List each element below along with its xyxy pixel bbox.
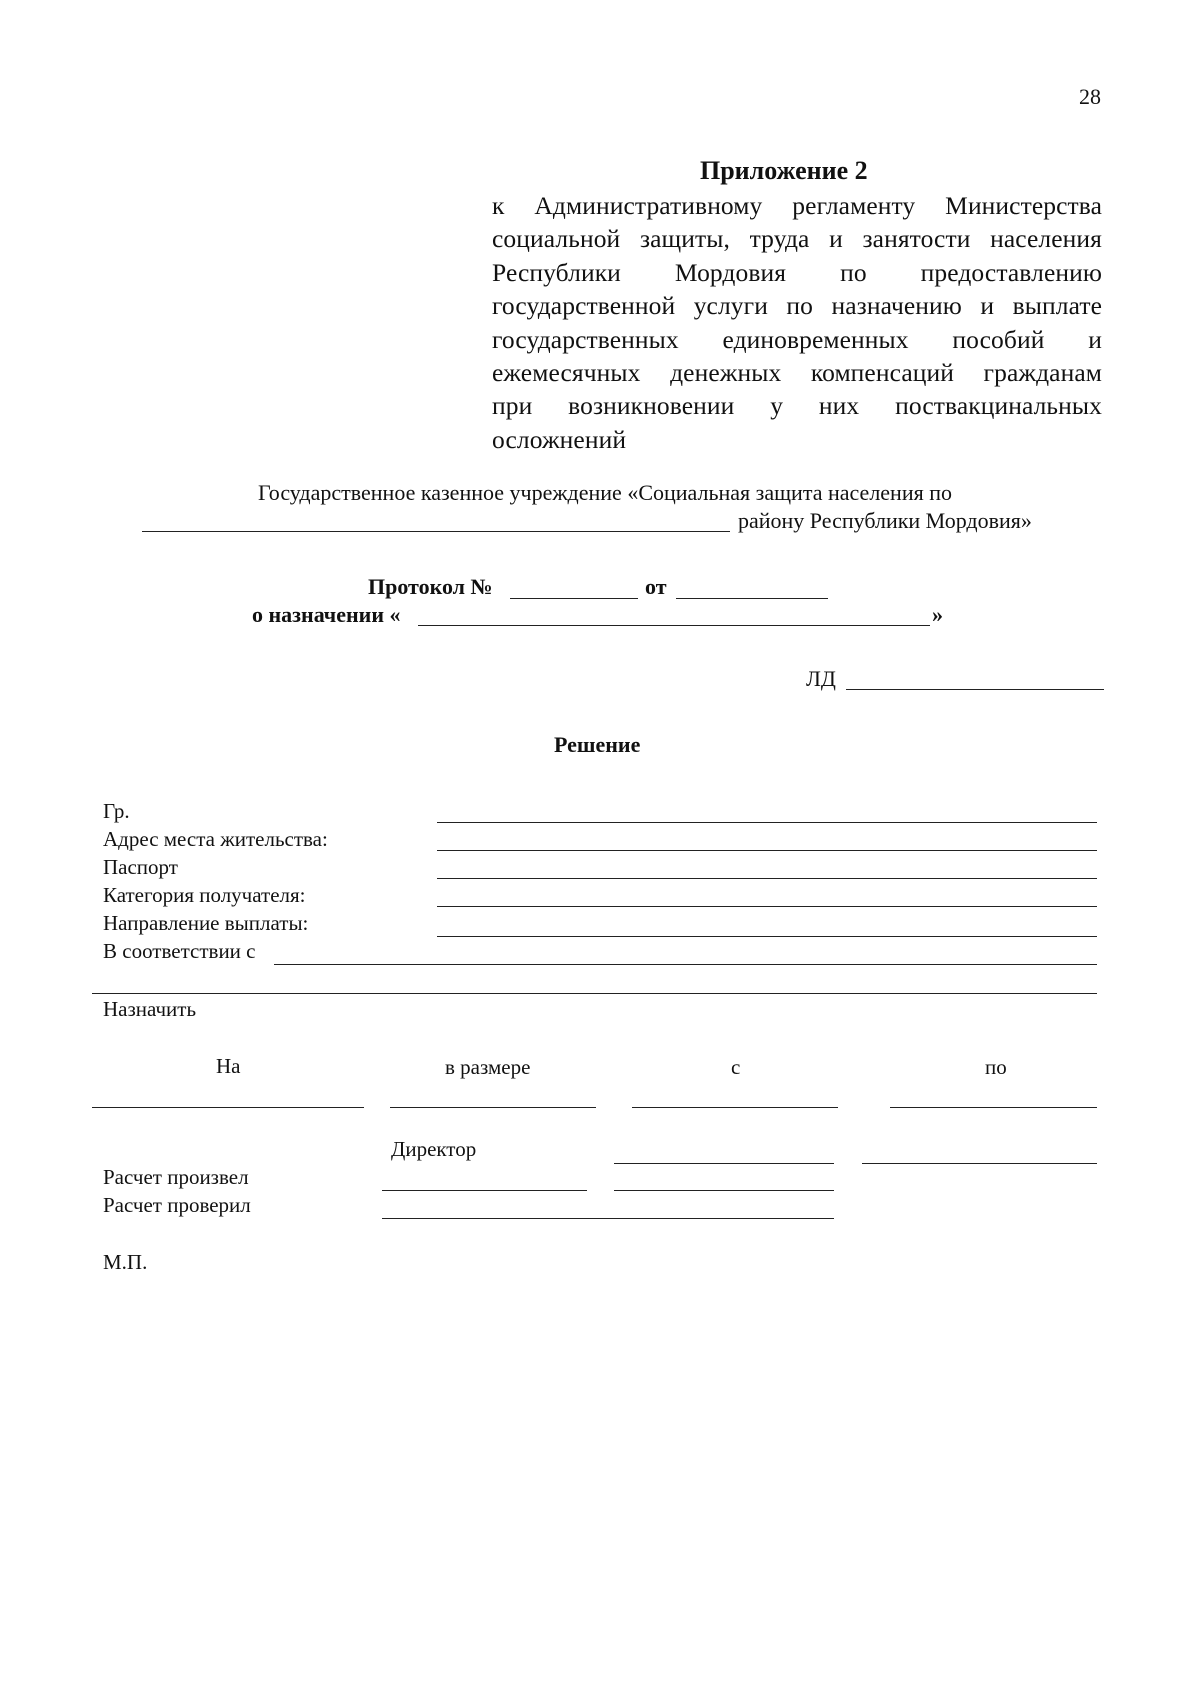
appendix-line: государственной услуги по назначению и выплате	[492, 291, 1102, 321]
district-blank-line[interactable]	[142, 531, 730, 532]
field-address-label: Адрес места жительства:	[103, 827, 328, 851]
protocol-number-line[interactable]	[510, 598, 638, 599]
column-on-label: На	[216, 1054, 241, 1078]
decision-title: Решение	[554, 732, 641, 757]
field-passport-label: Паспорт	[103, 855, 178, 879]
column-on-line[interactable]	[92, 1107, 364, 1108]
appointment-close: »	[932, 602, 943, 627]
column-from-line[interactable]	[632, 1107, 838, 1108]
field-category-line[interactable]	[437, 906, 1097, 907]
appendix-line: социальной защиты, труда и занятости населения	[492, 224, 1102, 254]
field-basis-line[interactable]	[274, 964, 1097, 965]
appendix-line: государственных единовременных пособий и	[492, 324, 1102, 354]
assign-label: Назначить	[103, 997, 197, 1021]
column-to-line[interactable]	[890, 1107, 1097, 1108]
appendix-line: при возникновении у них поствакцинальных	[492, 391, 1102, 421]
calc-made-signature-line[interactable]	[382, 1190, 587, 1191]
appendix-line: Республики Мордовия по предоставлению	[492, 257, 1102, 287]
field-passport-line[interactable]	[437, 878, 1097, 879]
appendix-line: ежемесячных денежных компенсаций гражданам	[492, 358, 1102, 388]
appointment-line[interactable]	[418, 625, 930, 626]
calc-checked-line[interactable]	[382, 1218, 834, 1219]
appointment-label: о назначении «	[252, 602, 401, 627]
column-amount-label: в размере	[445, 1055, 531, 1079]
column-amount-line[interactable]	[390, 1107, 596, 1108]
protocol-label: Протокол №	[368, 574, 493, 599]
field-basis-label: В соответствии с	[103, 939, 256, 963]
director-name-line[interactable]	[862, 1163, 1097, 1164]
calc-made-name-line[interactable]	[614, 1190, 834, 1191]
stamp-label: М.П.	[103, 1250, 148, 1274]
ld-number-line[interactable]	[846, 689, 1104, 690]
institution-line-1: Государственное казенное учреждение «Социальная защита населения по	[258, 480, 952, 505]
calc-checked-label: Расчет проверил	[103, 1193, 251, 1217]
director-label: Директор	[391, 1137, 477, 1161]
appendix-line: к Административному регламенту Министерства	[492, 191, 1102, 220]
field-address-line[interactable]	[437, 850, 1097, 851]
field-payment-direction-label: Направление выплаты:	[103, 911, 309, 935]
protocol-from-label: от	[645, 574, 667, 599]
column-from-label: с	[731, 1055, 741, 1079]
field-payment-direction-line[interactable]	[437, 936, 1097, 937]
institution-line-2: району Республики Мордовия»	[738, 508, 1032, 533]
ld-label: ЛД	[806, 666, 836, 691]
appendix-title: Приложение 2	[700, 156, 868, 185]
appendix-text	[492, 189, 1102, 456]
field-basis-continuation-line[interactable]	[92, 993, 1097, 994]
protocol-date-line[interactable]	[676, 598, 828, 599]
column-to-label: по	[985, 1055, 1007, 1079]
page-number: 28	[1079, 84, 1101, 109]
field-category-label: Категория получателя:	[103, 883, 306, 907]
director-signature-line[interactable]	[614, 1163, 834, 1164]
field-citizen-label: Гр.	[103, 799, 130, 823]
field-citizen-line[interactable]	[437, 822, 1097, 823]
calc-made-label: Расчет произвел	[103, 1165, 249, 1189]
appendix-line: осложнений	[492, 424, 627, 454]
